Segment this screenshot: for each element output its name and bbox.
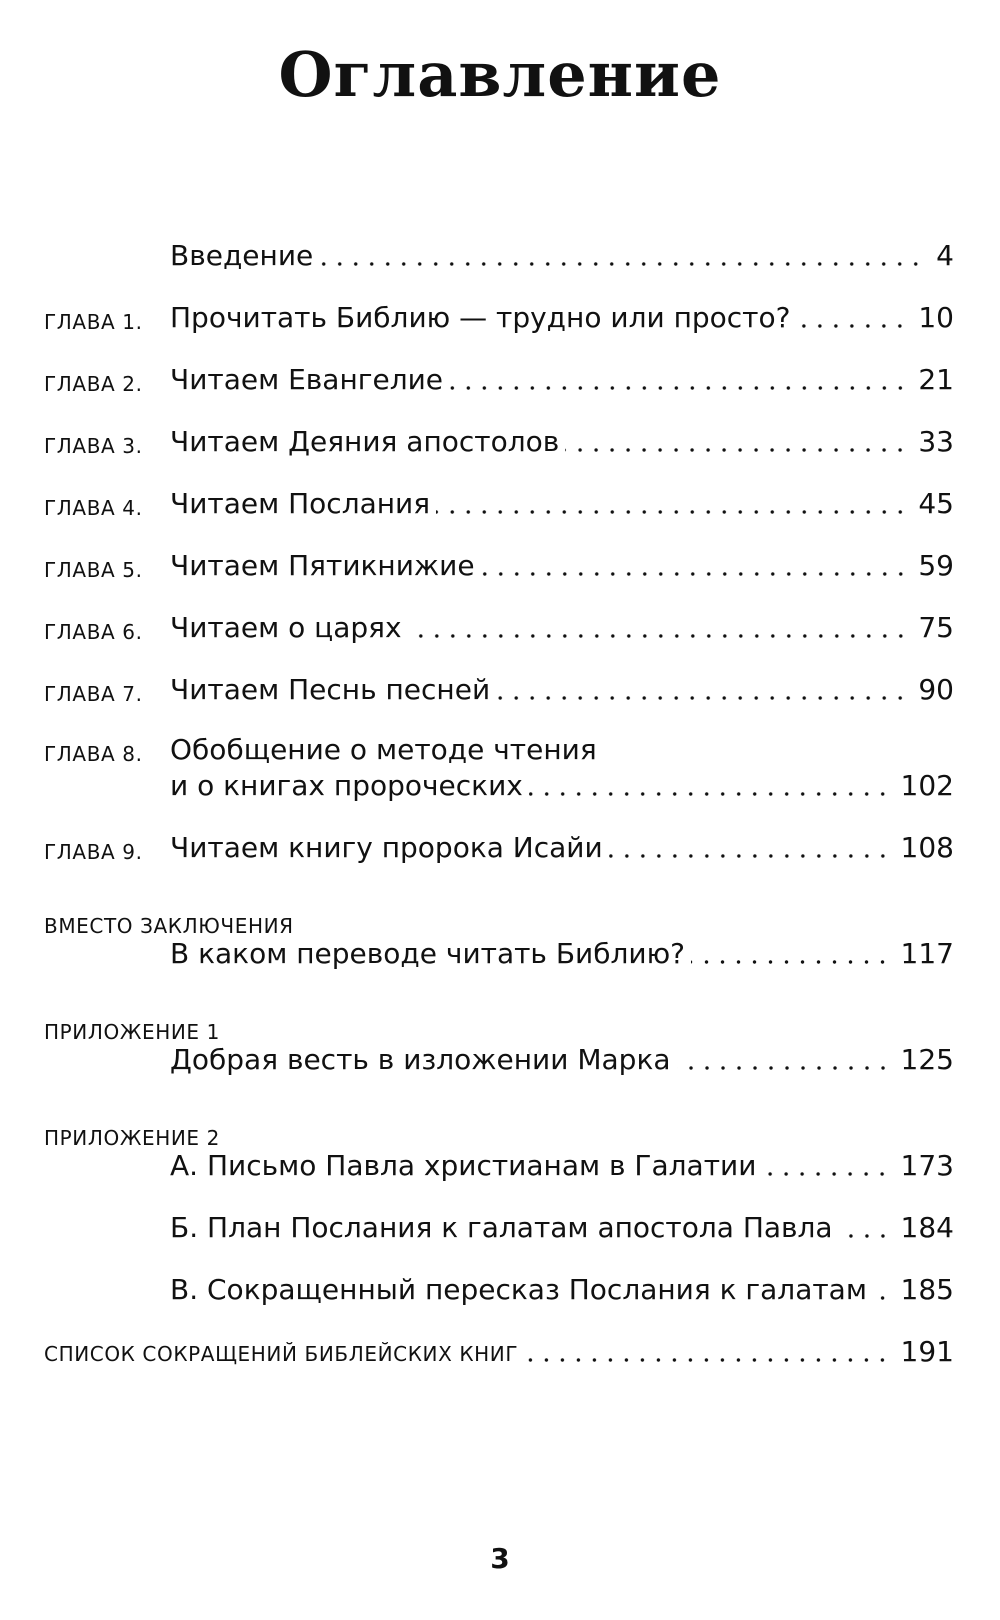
dot-leader [319,262,924,266]
toc-entry-title: Читаем книгу пророка Исайи [170,831,603,864]
dot-leader [677,1066,891,1070]
toc-page-number: 4 [936,239,954,272]
toc-entry [170,937,954,970]
toc-page-number: 90 [918,673,954,706]
toc-entry [170,549,954,582]
toc-entry [170,769,954,802]
dot-leader [524,1358,890,1362]
toc-entry-title: Введение [170,239,314,272]
toc-entry [170,301,954,334]
toc-page-number: 108 [900,831,954,864]
toc-entry-title: Прочитать Библию — трудно или просто? [170,301,791,334]
dot-leader [873,1296,891,1300]
chapter-label: ГЛАВА 3. [44,434,143,458]
toc-page-number: 59 [918,549,954,582]
page-title: Оглавление [278,38,722,111]
toc-entry-title: Добрая весть в изложении Марка [170,1043,671,1076]
toc-page-number: 45 [918,487,954,520]
toc-page-number: 21 [918,363,954,396]
chapter-label: ГЛАВА 4. [44,496,143,520]
toc-page-number: 102 [900,769,954,802]
toc-entry [170,831,954,864]
toc-entry-title: Читаем Песнь песней [170,673,491,706]
toc-page-number: 191 [900,1335,954,1368]
chapter-label: ГЛАВА 9. [44,840,143,864]
toc-page-number: 117 [900,937,954,970]
dot-leader [796,324,908,328]
toc-entry [170,611,954,644]
toc-entry-title: Читаем Евангелие [170,363,444,396]
dot-leader [436,510,908,514]
dot-leader [762,1172,890,1176]
toc-page-number: 75 [918,611,954,644]
toc-entry [170,1043,954,1076]
toc-entry-title-line1: Обобщение о методе чтения [170,733,597,766]
dot-leader [691,960,891,964]
toc-entry-title: Читаем Послания [170,487,431,520]
toc-entry-title-line2: и о книгах пророческих [170,769,523,802]
toc-page-number: 10 [918,301,954,334]
dot-leader [496,696,908,700]
section-heading-conclusion: ВМЕСТО ЗАКЛЮЧЕНИЯ [44,914,294,938]
toc-entry [170,239,954,272]
chapter-label: ГЛАВА 1. [44,310,143,334]
toc-entry-title: СПИСОК СОКРАЩЕНИЙ БИБЛЕЙСКИХ КНИГ [44,1342,519,1366]
toc-entry [170,425,954,458]
toc-page-number: 33 [918,425,954,458]
section-heading-appendix-2: ПРИЛОЖЕНИЕ 2 [44,1126,220,1150]
toc-entry [170,1211,954,1244]
chapter-label: ГЛАВА 2. [44,372,143,396]
toc-page-number: 184 [900,1211,954,1244]
chapter-label: ГЛАВА 5. [44,558,143,582]
dot-leader [529,792,891,796]
toc-entry-title: В. Сокращенный пересказ Послания к галатам [170,1273,867,1306]
chapter-label: ГЛАВА 6. [44,620,143,644]
toc-entry [170,1149,954,1182]
toc-page-number: 125 [900,1043,954,1076]
toc-entry-title: Б. План Послания к галатам апостола Павла [170,1211,833,1244]
dot-leader [609,854,891,858]
toc-page-number: 173 [900,1149,954,1182]
section-heading-appendix-1: ПРИЛОЖЕНИЕ 1 [44,1020,220,1044]
toc-page-number: 185 [900,1273,954,1306]
dot-leader [481,572,909,576]
dot-leader [839,1234,891,1238]
toc-entry [170,673,954,706]
toc-entry [170,487,954,520]
dot-leader [408,634,909,638]
page-number: 3 [490,1542,510,1575]
toc-entry-title: Читаем Пятикнижие [170,549,475,582]
toc-entry-title: Читаем Деяния апостолов [170,425,560,458]
toc-entry-title: А. Письмо Павла христианам в Галатии [170,1149,757,1182]
toc-entry [170,1273,954,1306]
toc-entry [44,1335,954,1368]
chapter-label: ГЛАВА 7. [44,682,143,706]
dot-leader [449,386,908,390]
toc-entry-title: В каком переводе читать Библию? [170,937,686,970]
toc-entry [170,363,954,396]
toc-entry-title: Читаем о царях [170,611,402,644]
dot-leader [565,448,908,452]
chapter-label: ГЛАВА 8. [44,742,143,766]
